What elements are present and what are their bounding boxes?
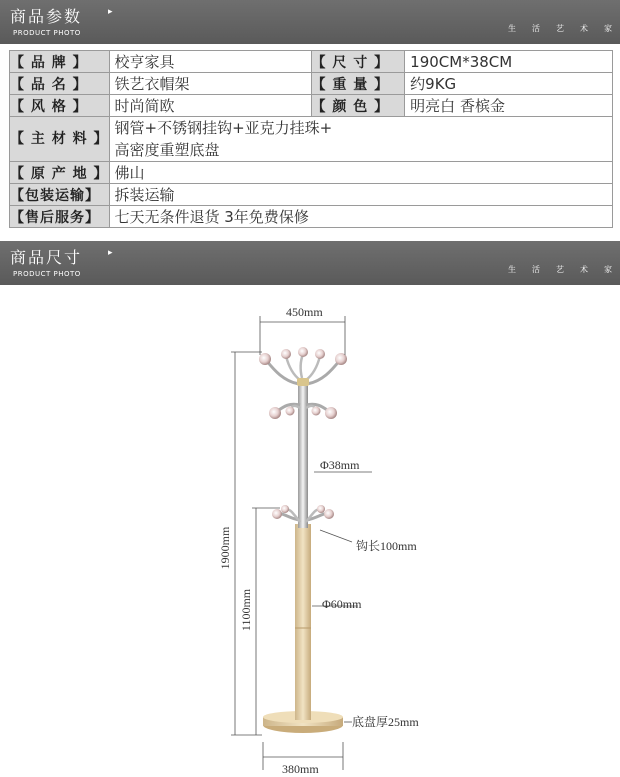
material-line-1: 钢管+不锈钢挂钩+亚克力挂珠+ <box>114 119 333 137</box>
spec-value-name: 铁艺衣帽架 <box>109 73 311 95</box>
spec-value-material <box>109 117 613 162</box>
size-slogan <box>508 264 612 275</box>
table-row <box>10 117 613 162</box>
spec-label-weight: 【 重 量 】 <box>311 73 405 95</box>
spec-value-size: 190CM*38CM <box>405 51 613 73</box>
slogan-char: 活 <box>532 24 540 33</box>
slogan-char: 艺 <box>556 24 564 33</box>
table-row <box>10 95 613 117</box>
dim-lower-height: 1100mm <box>239 588 253 632</box>
table-row <box>10 184 613 206</box>
spec-value-brand: 校亨家具 <box>109 51 311 73</box>
slogan-char: 艺 <box>556 265 564 274</box>
table-row <box>10 162 613 184</box>
dim-base-width: 380mm <box>282 762 319 776</box>
spec-label-brand: 【 品 牌 】 <box>10 51 110 73</box>
size-title: 商品尺寸 <box>10 248 83 267</box>
spec-label-color: 【 颜 色 】 <box>311 95 405 117</box>
params-banner <box>0 0 620 44</box>
spec-label-style: 【 风 格 】 <box>10 95 110 117</box>
slogan-char: 术 <box>580 24 588 33</box>
coat-rack-dimension-drawing <box>0 285 620 777</box>
slogan-char: 生 <box>508 24 516 33</box>
spec-value-origin: 佛山 <box>109 162 613 184</box>
spec-label-service: 【售后服务】 <box>10 206 110 228</box>
spec-label-origin: 【 原 产 地 】 <box>10 162 110 184</box>
coat-rack-image <box>259 347 347 733</box>
dim-hook-length: 钩长100mm <box>356 539 417 553</box>
spec-value-service: 七天无条件退货 3年免费保修 <box>109 206 613 228</box>
spec-value-style: 时尚简欧 <box>109 95 311 117</box>
size-subtitle: PRODUCT PHOTO <box>13 270 81 278</box>
table-row <box>10 51 613 73</box>
params-title: 商品参数 <box>10 7 83 26</box>
slogan-char: 术 <box>580 265 588 274</box>
arrow-right-icon: ▸ <box>108 7 113 17</box>
slogan-char: 活 <box>532 265 540 274</box>
table-row <box>10 206 613 228</box>
slogan-char: 家 <box>604 24 612 33</box>
dim-lower-diameter: Φ60mm <box>322 597 362 611</box>
spec-value-weight: 约9KG <box>405 73 613 95</box>
size-banner <box>0 241 620 285</box>
slogan-char: 生 <box>508 265 516 274</box>
dim-base-thickness: 底盘厚25mm <box>352 715 419 729</box>
dim-pole-diameter: Φ38mm <box>320 458 360 472</box>
slogan-char: 家 <box>604 265 612 274</box>
dim-total-height: 1900mm <box>218 526 232 570</box>
spec-label-material: 【 主 材 料 】 <box>10 117 110 162</box>
params-slogan <box>508 23 612 34</box>
material-line-2: 高密度重塑底盘 <box>114 141 220 159</box>
params-subtitle: PRODUCT PHOTO <box>13 29 81 37</box>
spec-label-size: 【 尺 寸 】 <box>311 51 405 73</box>
spec-value-color: 明亮白 香槟金 <box>405 95 613 117</box>
spec-value-shipping: 拆装运输 <box>109 184 613 206</box>
spec-table <box>9 50 613 228</box>
table-row <box>10 73 613 95</box>
spec-label-name: 【 品 名 】 <box>10 73 110 95</box>
arrow-right-icon: ▸ <box>108 248 113 258</box>
spec-label-shipping: 【包装运输】 <box>10 184 110 206</box>
dim-top-width: 450mm <box>286 305 323 319</box>
